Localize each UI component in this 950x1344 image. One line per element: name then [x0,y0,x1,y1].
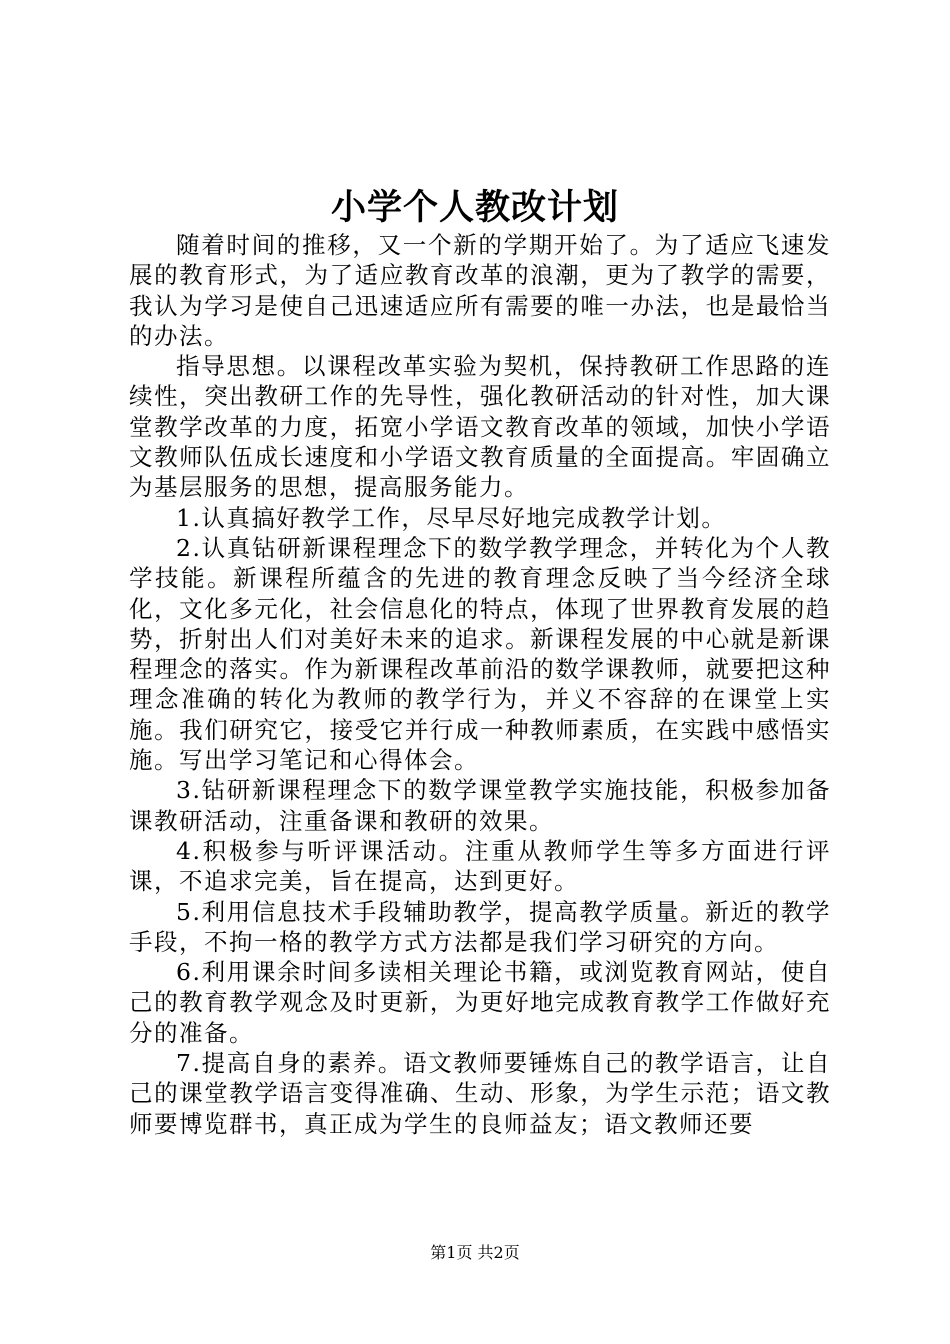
paragraph-item-4: 4.积极参与听评课活动。注重从教师学生等多方面进行评课，不追求完美，旨在提高，达到更好。 [129,836,831,896]
paragraph-item-7: 7.提高自身的素养。语文教师要锤炼自己的教学语言，让自己的课堂教学语言变得准确、生动、形象，为学生示范；语文教师要博览群书，真正成为学生的良师益友；语文教师还要 [129,1049,831,1138]
paragraph-intro: 随着时间的推移，又一个新的学期开始了。为了适应飞速发展的教育形式，为了适应教育改革的浪潮，更为了教学的需要，我认为学习是使自己迅速适应所有需要的唯一办法，也是最恰当的办法。 [129,231,831,350]
document-title: 小学个人教改计划 [330,187,619,228]
paragraph-item-2: 2.认真钻研新课程理念下的数学教学理念，并转化为个人教学技能。新课程所蕴含的先进的教育理念反映了当今经济全球化，文化多元化，社会信息化的特点，体现了世界教育发展的趋势，折射出人们对美好未来的追求。新课程发展的中心就是新课程理念的落实。作为新课程改革前沿的数学课教师，就要把这种理念准确的转化为教师的教学行为，并义不容辞的在课堂上实施。我们研究它，接受它并行成一种教师素质，在实践中感悟实施。写出学习笔记和心得体会。 [129,533,831,775]
page-footer: 第1页 共2页 [430,1243,520,1262]
paragraph-item-6: 6.利用课余时间多读相关理论书籍，或浏览教育网站，使自己的教育教学观念及时更新，为更好地完成教育教学工作做好充分的准备。 [129,958,831,1047]
paragraph-item-5: 5.利用信息技术手段辅助教学，提高教学质量。新近的教学手段，不拘一格的教学方式方法都是我们学习研究的方向。 [129,897,831,956]
paragraph-item-1: 1.认真搞好教学工作，尽早尽好地完成教学计划。 [176,503,727,532]
paragraph-guiding-idea: 指导思想。以课程改革实验为契机，保持教研工作思路的连续性，突出教研工作的先导性，强化教研活动的针对性，加大课堂教学改革的力度，拓宽小学语文教育改革的领域，加快小学语文教师队伍成长速度和小学语文教育质量的全面提高。牢固确立为基层服务的思想，提高服务能力。 [129,352,831,502]
document-body [129,230,831,1139]
paragraph-item-3: 3.钻研新课程理念下的数学课堂教学实施技能，积极参加备课教研活动，注重备课和教研的效果。 [129,776,831,835]
